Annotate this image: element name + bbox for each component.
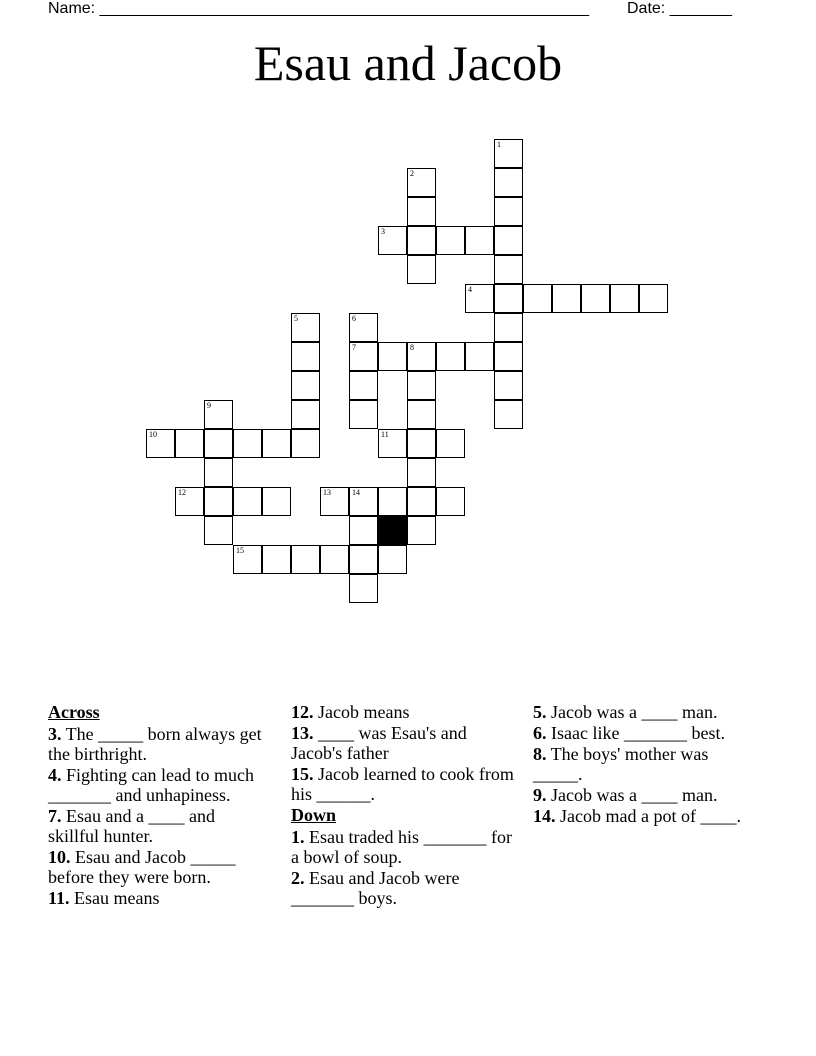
clue-number: 2. xyxy=(291,868,305,888)
clue-number: 2 xyxy=(410,169,414,178)
grid-cell[interactable] xyxy=(349,400,378,429)
clue-number: 12. xyxy=(291,702,314,722)
grid-cell[interactable] xyxy=(349,516,378,545)
grid-cell[interactable] xyxy=(233,487,262,516)
grid-cell[interactable] xyxy=(407,487,436,516)
clue-number: 9. xyxy=(533,785,547,805)
clue-number: 14. xyxy=(533,806,556,826)
page-title: Esau and Jacob xyxy=(253,35,563,91)
grid-cell[interactable] xyxy=(320,545,349,574)
grid-cell[interactable] xyxy=(291,400,320,429)
grid-cell[interactable] xyxy=(204,400,233,429)
clue-number: 8 xyxy=(410,343,414,352)
clue-number: 14 xyxy=(352,488,360,497)
clue-item xyxy=(48,724,270,764)
clue-text: Fighting can lead to much _______ and unhapiness. xyxy=(48,765,254,805)
grid-cell[interactable] xyxy=(204,429,233,458)
grid-cell[interactable] xyxy=(639,284,668,313)
clue-item xyxy=(291,764,516,804)
grid-cell[interactable] xyxy=(262,429,291,458)
clue-text: The boys' mother was _____. xyxy=(533,744,709,784)
grid-cell[interactable] xyxy=(291,371,320,400)
name-field: Name: _______________________________________________________ xyxy=(48,0,589,17)
clue-number: 15 xyxy=(236,546,244,555)
grid-cell[interactable] xyxy=(494,139,523,168)
clue-text: Jacob mad a pot of ____. xyxy=(555,806,741,826)
clue-number: 13 xyxy=(323,488,331,497)
clue-number: 3 xyxy=(381,227,385,236)
clue-number: 6 xyxy=(352,314,356,323)
grid-cell[interactable] xyxy=(349,487,378,516)
grid-cell[interactable] xyxy=(436,342,465,371)
grid-cell[interactable] xyxy=(552,284,581,313)
grid-cell[interactable] xyxy=(407,371,436,400)
clue-text: Jacob was a ____ man. xyxy=(546,702,718,722)
clue-number: 8. xyxy=(533,744,547,764)
clue-item xyxy=(533,744,753,784)
grid-cell[interactable] xyxy=(291,342,320,371)
grid-cell[interactable] xyxy=(494,400,523,429)
grid-cell[interactable] xyxy=(407,400,436,429)
grid-cell[interactable] xyxy=(204,487,233,516)
grid-cell[interactable] xyxy=(349,371,378,400)
clue-text: Isaac like _______ best. xyxy=(546,723,725,743)
grid-cell[interactable] xyxy=(262,487,291,516)
date-field: Date: _______ xyxy=(627,0,732,17)
grid-block xyxy=(378,516,407,545)
clue-number: 7. xyxy=(48,806,62,826)
clue-number: 5 xyxy=(294,314,298,323)
clue-item xyxy=(533,806,753,826)
grid-cell[interactable] xyxy=(378,342,407,371)
grid-cell[interactable] xyxy=(349,313,378,342)
clue-text: ____ was Esau's and Jacob's father xyxy=(291,723,467,763)
across-heading: Across xyxy=(48,702,100,722)
grid-cell[interactable] xyxy=(349,342,378,371)
grid-cell[interactable] xyxy=(349,574,378,603)
clue-number: 4 xyxy=(468,285,472,294)
clues-column-1 xyxy=(48,702,270,909)
clue-number: 3. xyxy=(48,724,62,744)
grid-cell[interactable] xyxy=(494,226,523,255)
grid-cell[interactable] xyxy=(494,342,523,371)
grid-cell[interactable] xyxy=(407,197,436,226)
clue-number: 9 xyxy=(207,401,211,410)
grid-cell[interactable] xyxy=(291,429,320,458)
clue-text: Jacob learned to cook from his ______. xyxy=(291,764,514,804)
grid-cell[interactable] xyxy=(233,429,262,458)
clue-number: 10 xyxy=(149,430,157,439)
clue-text: Esau and Jacob _____ before they were born. xyxy=(48,847,236,887)
grid-cell[interactable] xyxy=(407,168,436,197)
clue-number: 15. xyxy=(291,764,314,784)
clues-column-3 xyxy=(533,702,753,827)
grid-cell[interactable] xyxy=(233,545,262,574)
grid-cell[interactable] xyxy=(349,545,378,574)
grid-cell[interactable] xyxy=(494,371,523,400)
grid-cell[interactable] xyxy=(291,545,320,574)
grid-cell[interactable] xyxy=(262,545,291,574)
clue-item xyxy=(48,765,270,805)
clue-item xyxy=(533,785,753,805)
grid-cell[interactable] xyxy=(407,429,436,458)
grid-cell[interactable] xyxy=(378,487,407,516)
clue-item xyxy=(533,702,753,722)
clue-number: 5. xyxy=(533,702,547,722)
clue-number: 6. xyxy=(533,723,547,743)
clue-number: 4. xyxy=(48,765,62,785)
grid-cell[interactable] xyxy=(494,197,523,226)
grid-cell[interactable] xyxy=(320,487,349,516)
grid-cell[interactable] xyxy=(436,226,465,255)
clue-text: Jacob was a ____ man. xyxy=(546,785,718,805)
clue-item xyxy=(48,847,270,887)
clue-number: 1 xyxy=(497,140,501,149)
grid-cell[interactable] xyxy=(407,342,436,371)
clue-text: Esau means xyxy=(69,888,160,908)
grid-cell[interactable] xyxy=(204,458,233,487)
clue-item xyxy=(533,723,753,743)
grid-cell[interactable] xyxy=(494,168,523,197)
grid-cell[interactable] xyxy=(581,284,610,313)
grid-cell[interactable] xyxy=(465,342,494,371)
clue-number: 12 xyxy=(178,488,186,497)
clue-text: Esau and a ____ and skillful hunter. xyxy=(48,806,215,846)
clue-text: Esau and Jacob were _______ boys. xyxy=(291,868,460,908)
grid-cell[interactable] xyxy=(494,284,523,313)
clue-text: The _____ born always get the birthright. xyxy=(48,724,262,764)
clue-number: 13. xyxy=(291,723,314,743)
grid-cell[interactable] xyxy=(378,545,407,574)
grid-cell[interactable] xyxy=(407,516,436,545)
clue-item xyxy=(291,723,516,763)
grid-cell[interactable] xyxy=(407,255,436,284)
clue-number: 11 xyxy=(381,430,389,439)
grid-cell[interactable] xyxy=(378,429,407,458)
grid-cell[interactable] xyxy=(494,313,523,342)
grid-cell[interactable] xyxy=(465,284,494,313)
clue-item xyxy=(291,827,516,867)
clue-number: 10. xyxy=(48,847,71,867)
clue-number: 1. xyxy=(291,827,305,847)
grid-cell[interactable] xyxy=(465,226,494,255)
grid-cell[interactable] xyxy=(436,429,465,458)
down-heading: Down xyxy=(291,805,337,825)
clues-column-2 xyxy=(291,702,516,909)
grid-cell[interactable] xyxy=(175,429,204,458)
clue-item xyxy=(48,888,270,908)
grid-cell[interactable] xyxy=(175,487,204,516)
grid-cell[interactable] xyxy=(610,284,639,313)
clue-text: Jacob means xyxy=(313,702,410,722)
grid-cell[interactable] xyxy=(523,284,552,313)
grid-cell[interactable] xyxy=(436,487,465,516)
clue-number: 7 xyxy=(352,343,356,352)
clue-item xyxy=(291,868,516,908)
grid-cell[interactable] xyxy=(494,255,523,284)
clue-number: 11. xyxy=(48,888,70,908)
grid-cell[interactable] xyxy=(146,429,175,458)
clue-item xyxy=(291,702,516,722)
grid-cell[interactable] xyxy=(407,458,436,487)
grid-cell[interactable] xyxy=(204,516,233,545)
grid-cell[interactable] xyxy=(407,226,436,255)
clue-item xyxy=(48,806,270,846)
grid-cell[interactable] xyxy=(378,226,407,255)
clue-text: Esau traded his _______ for a bowl of soup. xyxy=(291,827,512,867)
grid-cell[interactable] xyxy=(291,313,320,342)
